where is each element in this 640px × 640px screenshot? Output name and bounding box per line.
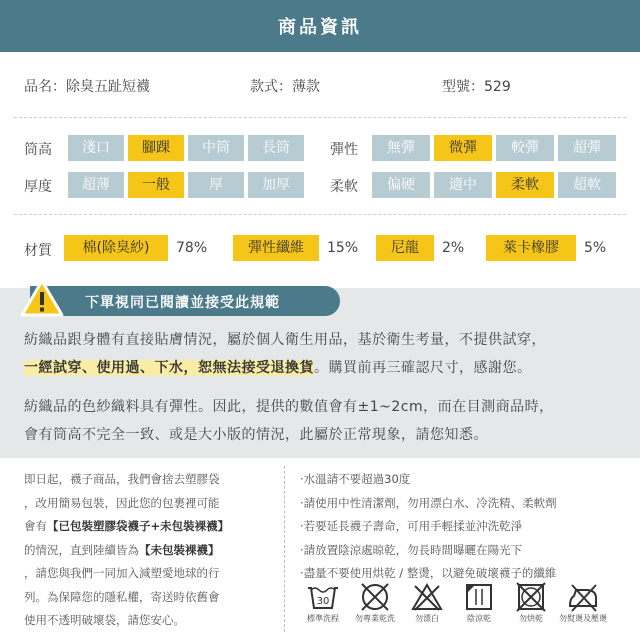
material-chip: 尼龍 [376, 235, 434, 261]
material-percent: 15% [327, 240, 359, 256]
thickness-option: 加厚 [248, 172, 304, 198]
softness-option: 超軟 [558, 172, 616, 198]
height-option: 長筒 [248, 135, 304, 161]
notice-text: 紡織品的色紗織料具有彈性。因此，提供的數值會有±1~2cm，而在目測商品時， [24, 399, 554, 415]
basic-info-row [24, 76, 624, 98]
elasticity-option: 較彈 [496, 135, 554, 161]
packaging-line: 列。為保障您的隱私權，寄送時依舊會 [24, 589, 220, 604]
packaging-note [24, 468, 274, 633]
no-iron-icon [556, 582, 610, 624]
notice-highlight: 一經試穿、使用過、下水，恕無法接受退換貨 [24, 360, 314, 376]
care-icon-label: 陰涼乾 [467, 614, 491, 623]
packaging-line: 的情況，直到陸續皆為 [24, 542, 139, 557]
care-icon-label: 勿漂白 [415, 614, 439, 623]
care-line: ·請放置陰涼處晾乾，勿長時間曝曬在陽光下 [300, 542, 523, 557]
thickness-label: 厚度 [24, 179, 52, 195]
elasticity-option: 超彈 [558, 135, 616, 161]
material-chip: 彈性纖維 [233, 235, 319, 261]
height-label: 筒高 [24, 142, 52, 158]
care-line: ·請使用中性清潔劑，勿用漂白水、冷洗精、柔軟劑 [300, 495, 557, 510]
packaging-line: ，改用簡易包裝，因此您的包裹裡可能 [24, 495, 220, 510]
notice-text: 。購買前再三確認尺寸，感謝您。 [314, 360, 532, 376]
height-option-selected: 腳踝 [128, 135, 184, 161]
divider [14, 117, 626, 118]
product-name: 品名：除臭五趾短襪 [24, 79, 150, 95]
material-percent: 5% [584, 240, 607, 256]
wash-30-icon [296, 582, 350, 624]
care-instructions [300, 468, 636, 586]
divider [14, 214, 626, 215]
care-icon-label: 標準洗程 [307, 614, 339, 623]
no-tumble-dry-icon [504, 582, 558, 624]
svg-text:30: 30 [316, 596, 330, 607]
softness-label: 柔軟 [330, 179, 358, 195]
packaging-line: 會有 [24, 519, 47, 533]
material-chip: 萊卡橡膠 [486, 235, 576, 261]
care-icon-label: 勿熨燙及壓燙 [559, 614, 607, 623]
care-line: ·盡量不要使用烘乾 / 整燙，以避免破壞襪子的纖維 [300, 566, 557, 580]
packaging-emphasis: 【未包裝裸襪】 [139, 542, 220, 557]
softness-option-selected: 柔軟 [496, 172, 554, 198]
shade-dry-icon [452, 582, 506, 624]
softness-option: 偏硬 [372, 172, 430, 198]
notice-paragraph-1 [24, 328, 546, 380]
material-label: 材質 [24, 243, 52, 259]
product-model: 型號：529 [442, 79, 511, 95]
notice-title: 下單視同已閱讀並接受此規範 [85, 295, 280, 311]
thickness-option: 超薄 [68, 172, 124, 198]
warning-icon [20, 278, 64, 318]
packaging-line: 使用不透明破壞袋，請您安心。 [24, 613, 185, 627]
care-line: ·水溫請不要超過30度 [300, 472, 411, 486]
thickness-option: 厚 [188, 172, 244, 198]
no-dryclean-icon [348, 582, 402, 624]
height-option: 淺口 [68, 135, 124, 161]
notice-text: 紡織品跟身體有直接貼膚情況，屬於個人衛生用品，基於衛生考量，不提供試穿， [24, 332, 546, 348]
material-percent: 78% [176, 240, 208, 256]
care-icon-label: 勿專業乾洗 [355, 614, 395, 623]
no-bleach-icon [400, 582, 454, 624]
elasticity-label: 彈性 [330, 142, 358, 158]
packaging-line: 即日起，襪子商品，我們會捨去塑膠袋 [24, 472, 220, 486]
column-divider [284, 466, 285, 632]
packaging-emphasis: 【已包裝塑膠袋襪子+未包裝裸襪】 [47, 519, 230, 533]
care-line: ·若要延長襪子壽命，可用手輕揉並沖洗乾淨 [300, 519, 523, 533]
notice-paragraph-2 [24, 395, 554, 447]
thickness-option-selected: 一般 [128, 172, 184, 198]
height-option: 中筒 [188, 135, 244, 161]
care-icon-label: 勿烘乾 [519, 614, 543, 623]
material-chip: 棉(除臭紗) [64, 235, 168, 261]
product-style: 款式：薄款 [250, 79, 320, 95]
page-title: 商品資訊 [278, 17, 362, 38]
packaging-line: ，請您與我們一同加入減塑愛地球的行 [24, 566, 220, 580]
notice-text: 會有筒高不完全一致、或是大小版的情況，此屬於正常現象，請您知悉。 [24, 427, 488, 443]
elasticity-option: 無彈 [372, 135, 430, 161]
material-percent: 2% [442, 240, 465, 256]
softness-option: 適中 [434, 172, 492, 198]
elasticity-option-selected: 微彈 [434, 135, 492, 161]
